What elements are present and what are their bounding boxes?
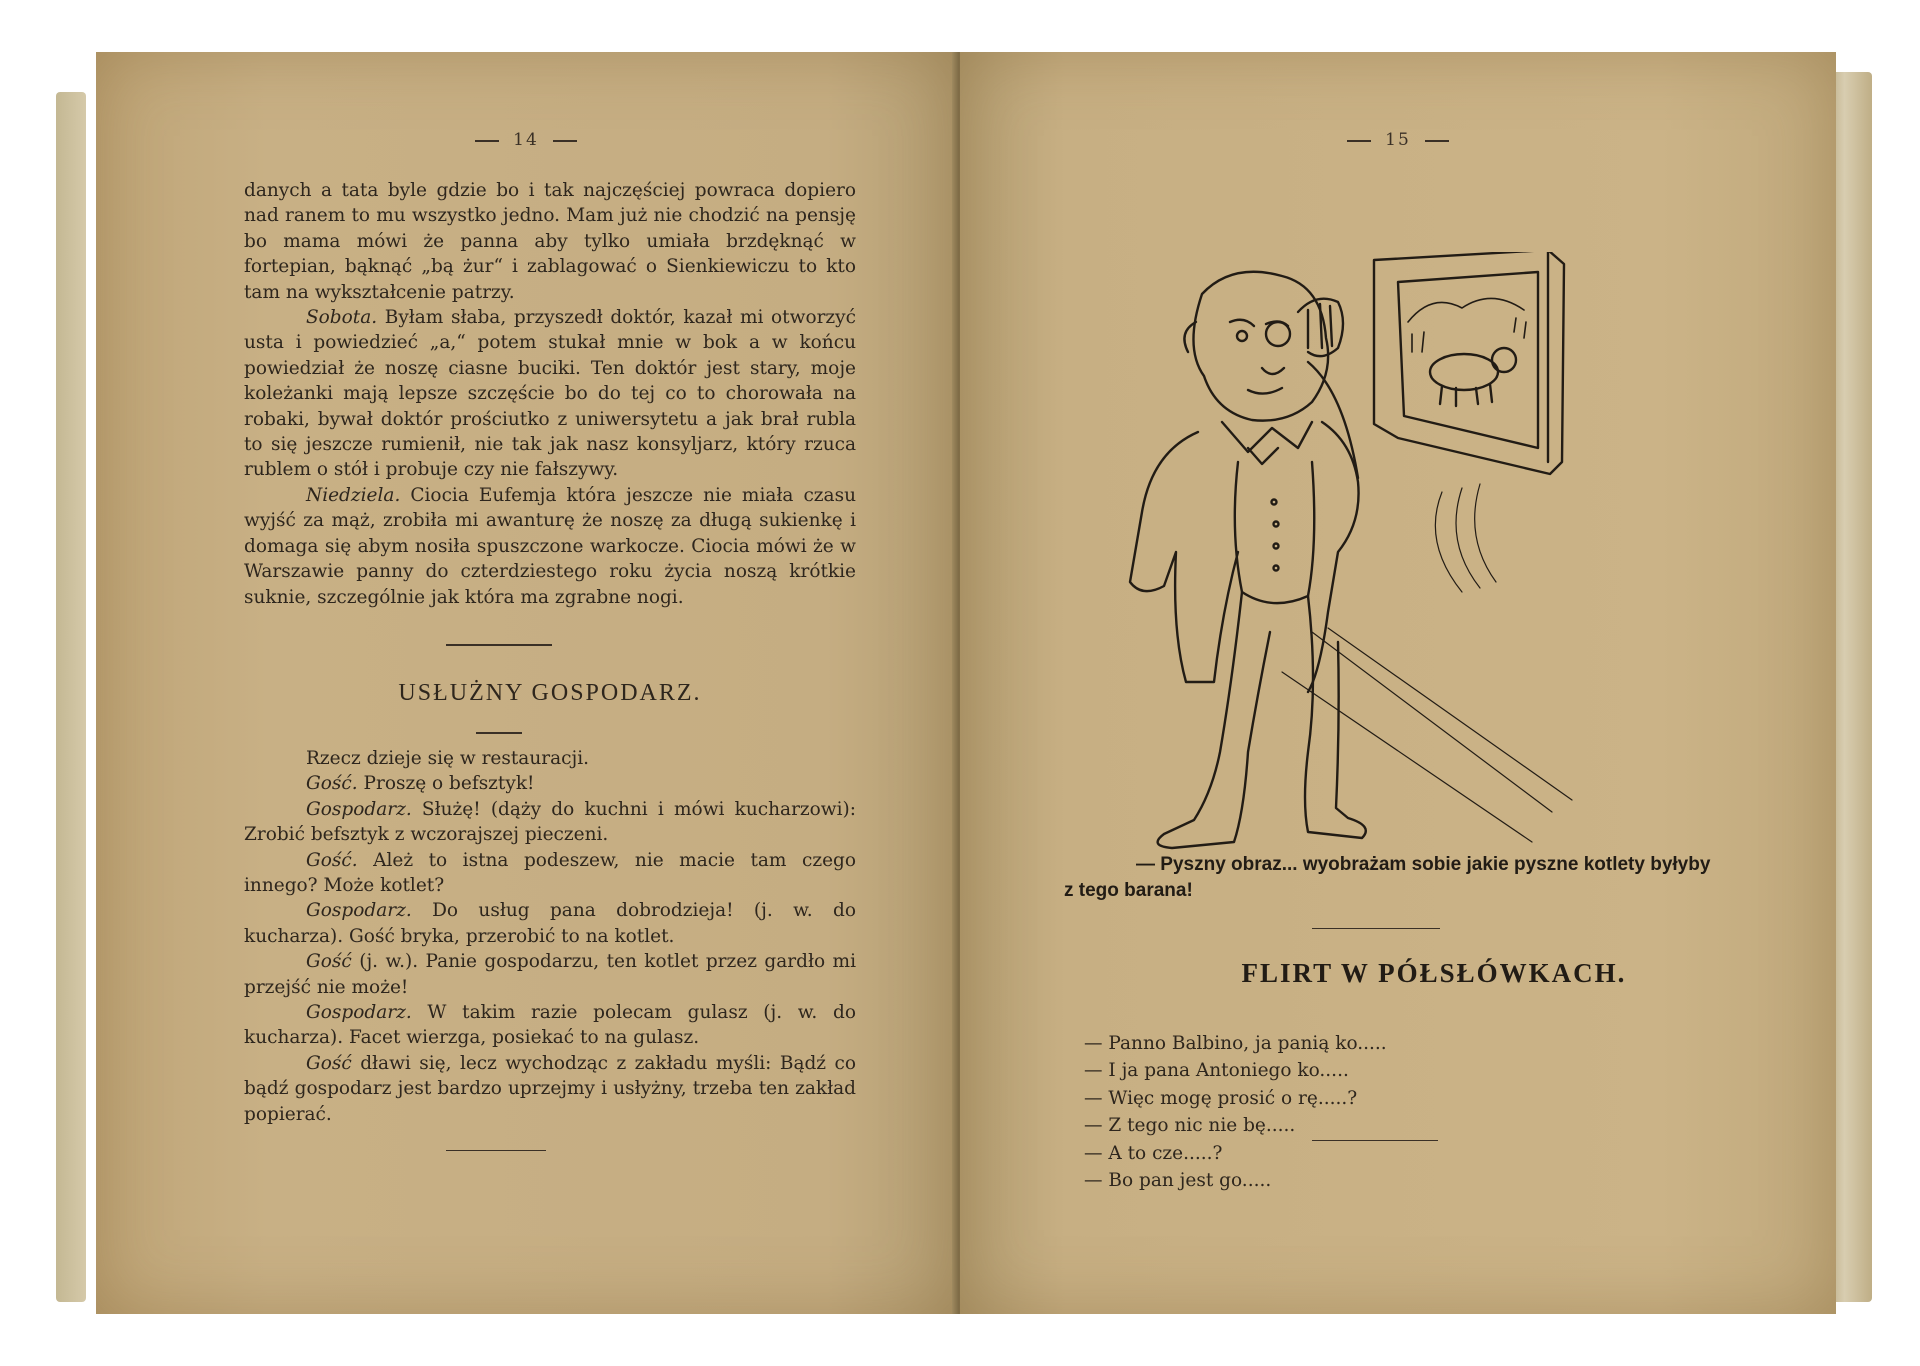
flirt-dialogue [1084,972,1387,1194]
heading-underline [476,732,522,734]
dialogue-line: Gość. Ależ to istna podeszew, nie macie tam czego innego? Może kotlet? [244,849,856,897]
left-page [96,52,956,1314]
dialogue-line: Gospodarz. Do usług pana dobrodzieja! (j. w. do kucharza). Gość bryka, przerobić to na kotlet. [244,900,856,947]
dialogue-line: — Panno Balbino, ja panią ko..... [1084,1033,1387,1054]
left-page-dialogue [244,746,856,1127]
dialogue-line: Gość dławi się, lecz wychodząc z zakładu myśli: Bądź co bądź gospodarz jest bardzo uprzejmy i usłyżny, trzeba ten zakład popierać. [244,1052,856,1125]
caption-divider [1312,928,1440,929]
end-divider [1312,1140,1438,1141]
dialogue-line: Gospodarz. W takim razie polecam gulasz (j. w. do kucharza). Facet wierzga, posiekać to na gulasz. [244,1002,856,1049]
dialogue-line: — I ja pana Antoniego ko..... [1084,1060,1349,1082]
dialogue-line: Gość. Proszę o befsztyk! [306,773,535,795]
dialogue-line: Gość (j. w.). Panie gospodarzu, ten kotlet przez gardło mi przejść nie może! [244,951,856,998]
open-book [62,52,1868,1314]
dialogue-line: Rzecz dzieje się w restauracji. [306,748,590,769]
dialogue-line: — Więc mogę prosić o rę.....? [1084,1087,1358,1109]
right-page-number: 15 [960,130,1836,150]
dialogue-line: Gospodarz. Służę! (dąży do kuchni i mówi kucharzowi): Zrobić befsztyk z wczorajszej pieczeni. [244,798,856,846]
monocle-eye [1266,322,1290,346]
cartoon-illustration [1112,252,1692,852]
paragraph: Niedziela. Ciocia Eufemja która jeszcze nie miała czasu wyjść za mąż, zrobiła mi awanturę że noszę za długą sukienkę i domaga się abym nosiła spuszczone warkocze. Ciocia mówi że w Warszawie panny do czterdziestego roku życia noszą krótkie suknie, szczególnie jak która ma zgrabne nogi. [244,484,856,608]
end-divider [446,1150,546,1151]
paragraph: Sobota. Byłam słaba, przyszedł doktór, kazał mi otworzyć usta i powiedzieć „a,“ potem stukał mnie w bok a w końcu powiedział że noszę ciasne buciki. Ten doktór jest stary, moje koleżanki mają lepsze szczęście bo do tej co to chorowała na robaki, bywał doktór prościutko z uniwersytetu a jak brał rubla to się jeszcze rumienił, nie tak jak nasz konsyljarz, który rzuca rublem o stół i probuje czy nie fałszywy. [244,307,856,481]
dialogue-line: — Bo pan jest go..... [1084,1170,1272,1192]
book-cover-edge-left [56,92,86,1302]
left-page-number: 14 [96,130,956,150]
sheep-in-painting [1430,354,1498,390]
man-coat [1130,432,1238,682]
paragraph: danych a tata byle gdzie bo i tak najczęściej powraca dopiero nad ranem to mu wszystko jedno. Mam już nie chodzić na pensję bo mama mówi że panna aby tylko umiała brzdęknąć w fortepian, bąknąć „bą żur“ i zablagować o Sienkiewiczu to kto tam na wykształcenie patrzy. [244,180,856,303]
dialogue-line: — Z tego nic nie bę..... [1084,1115,1296,1137]
section-heading: USŁUŻNY GOSPODARZ. [398,680,702,706]
dialogue-line: — A to cze.....? [1084,1142,1223,1164]
section-heading: FLIRT W PÓŁSŁÓWKACH. [1241,958,1627,988]
section-divider [446,644,552,646]
illustration-caption: — Pyszny obraz... wyobrażam sobie jakie pyszne kotlety byłyby z tego barana! [1064,854,1711,901]
left-page-body-text [244,178,856,610]
